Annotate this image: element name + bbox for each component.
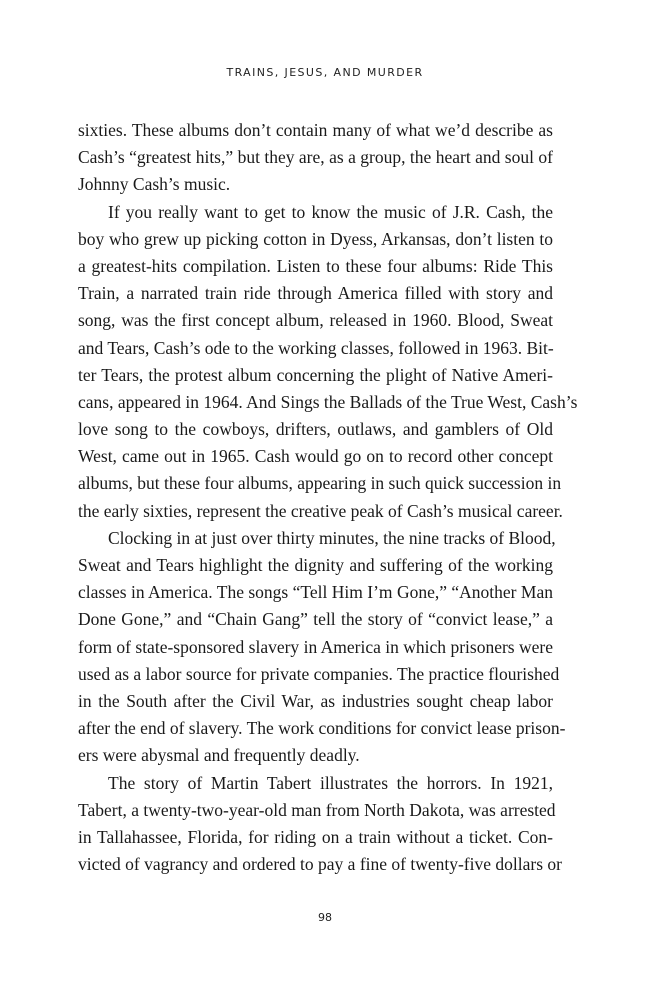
text-line: song, was the first concept album, released in 1960. Blood, Sweat (78, 310, 553, 331)
text-line: ers were abysmal and frequently deadly. (78, 745, 360, 766)
text-line: in Tallahassee, Florida, for riding on a train without a ticket. Con- (78, 826, 553, 847)
text-line: Sweat and Tears highlight the dignity and suffering of the working (78, 555, 553, 575)
text-line: Johnny Cash’s music. (78, 174, 231, 195)
text-line: love song to the cowboys, drifters, outlaws, and gamblers of Old (78, 419, 553, 440)
text-line: Done Gone,” and “Chain Gang” tell the story of “convict lease,” a (78, 609, 553, 630)
text-line: victed of vagrancy and ordered to pay a fine of twenty-five dollars or (78, 854, 562, 875)
text-line: classes in America. The songs “Tell Him I’m Gone,” “Another Man (78, 582, 553, 603)
text-line: albums, but these four albums, appearing in such quick succession in (78, 473, 562, 494)
text-line: West, came out in 1965. Cash would go on to record other concept (78, 446, 553, 467)
text-line: Tabert, a twenty-two-year-old man from North Dakota, was arrested (78, 799, 556, 820)
body-text (78, 117, 578, 878)
text-line: a greatest-hits compilation. Listen to these four albums: Ride This (78, 255, 553, 276)
running-head: TRAINS, JESUS, AND MURDER (226, 66, 424, 79)
text-line: sixties. These albums don’t contain many of what we’d describe as (78, 120, 553, 140)
text-line: and Tears, Cash’s ode to the working classes, followed in 1963. Bit- (78, 337, 554, 358)
text-line: in the South after the Civil War, as industries sought cheap labor (78, 690, 553, 711)
text-line: cans, appeared in 1964. And Sings the Ballads of the True West, Cash’s (78, 391, 578, 412)
page-number: 98 (318, 911, 332, 924)
text-line: Train, a narrated train ride through America filled with story and (78, 283, 553, 304)
text-line: form of state-sponsored slavery in America in which prisoners were (78, 636, 553, 657)
text-line: boy who grew up picking cotton in Dyess, Arkansas, don’t listen to (78, 228, 553, 249)
text-line: If you really want to get to know the music of J.R. Cash, the (108, 201, 553, 222)
text-line: The story of Martin Tabert illustrates the horrors. In 1921, (108, 772, 553, 793)
text-line: used as a labor source for private companies. The practice flourished (78, 663, 560, 684)
text-line: ter Tears, the protest album concerning the plight of Native Ameri- (78, 364, 553, 385)
text-line: Clocking in at just over thirty minutes, the nine tracks of Blood, (108, 527, 556, 548)
text-line: the early sixties, represent the creative peak of Cash’s musical career. (78, 500, 563, 521)
text-line: after the end of slavery. The work conditions for convict lease prison- (78, 718, 566, 739)
text-line: Cash’s “greatest hits,” but they are, as a group, the heart and soul of (78, 147, 553, 168)
